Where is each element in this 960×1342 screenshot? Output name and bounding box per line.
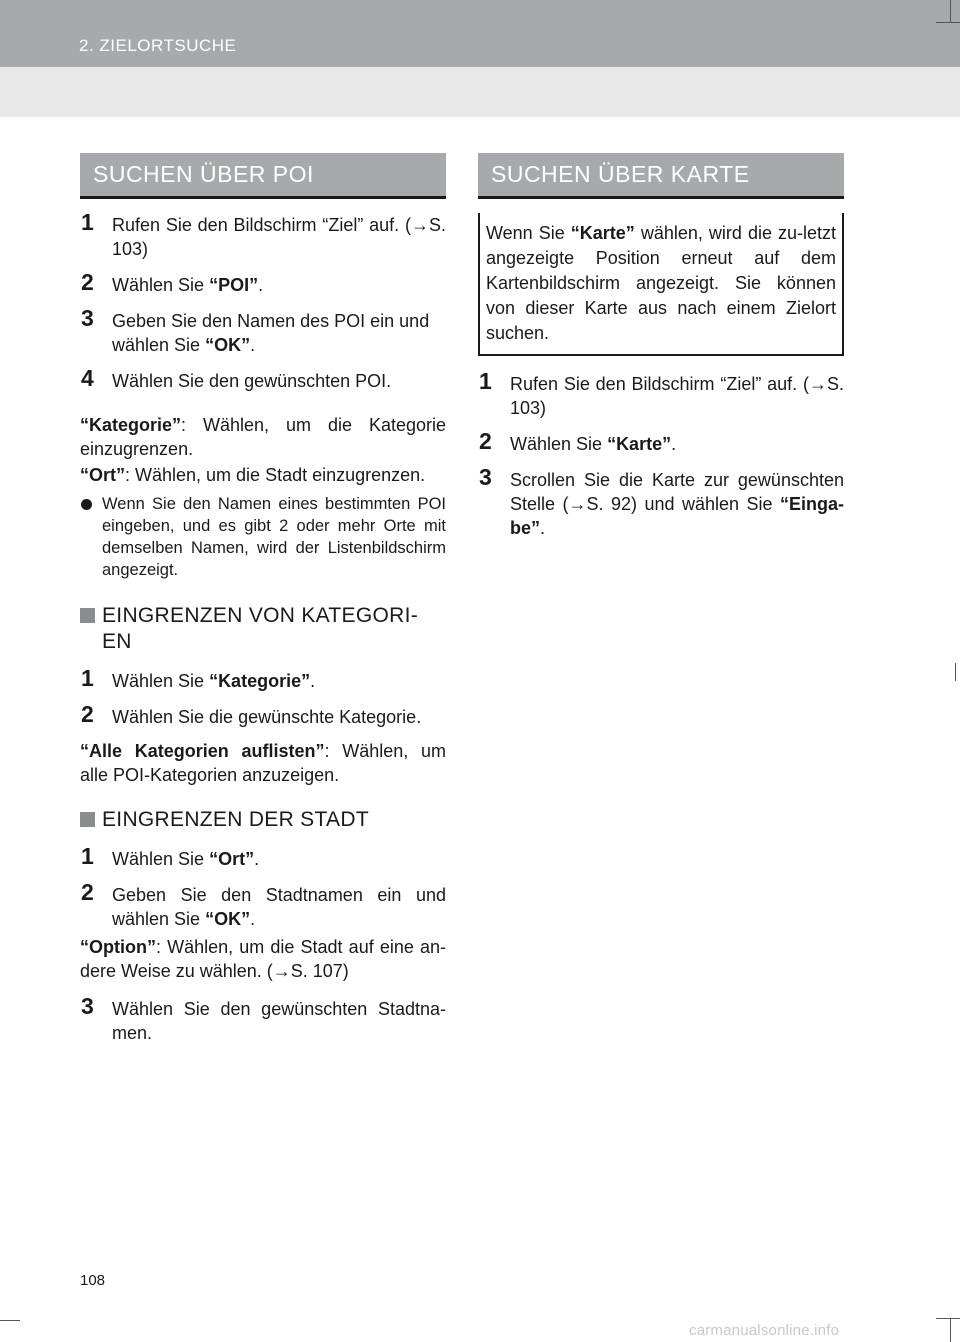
square-marker-icon: [80, 608, 95, 623]
subheading-stadt: EINGRENZEN DER STADT: [80, 807, 446, 833]
crop-mark: [950, 0, 951, 22]
right-column: [478, 153, 844, 540]
section-heading-karte: SUCHEN ÜBER KARTE: [478, 153, 844, 199]
crop-mark: [950, 1318, 951, 1342]
sub1-step-2: 2 Wählen Sie die gewünschte Kategorie.: [81, 701, 422, 727]
option-alle-kategorien: “Alle Kategorien auflisten”: Wählen, um alle POI-Kategorien anzuzeigen.: [80, 741, 446, 785]
step-4: 4 Wählen Sie den gewünschten POI.: [81, 365, 392, 391]
chapter-title: 2. ZIELORTSUCHE: [79, 36, 237, 55]
crop-mark: [0, 1320, 20, 1321]
step-1: 1 Rufen Sie den Bildschirm “Ziel” auf. (→S. 103): [81, 209, 446, 259]
header-subband: [0, 67, 960, 117]
crop-mark: [955, 663, 956, 681]
bullet-icon: [81, 499, 92, 510]
section-heading-poi: SUCHEN ÜBER POI: [80, 153, 446, 199]
note-bullet: Wenn Sie den Namen eines bestimmten POI eingeben, und es gibt 2 oder mehr Orte mit demselben Namen, wird der Listenbildschirm angezeigt.: [80, 493, 446, 581]
square-marker-icon: [80, 812, 95, 827]
sub2-step-1: 1 Wählen Sie “Ort”.: [81, 843, 260, 869]
header-band: [0, 0, 960, 67]
option-option: “Option”: Wählen, um die Stadt auf eine an-dere Weise zu wählen. (→S. 107): [80, 937, 446, 981]
subheading-kategorien: EINGRENZEN VON KATEGORI-EN: [80, 603, 446, 655]
sub2-step-3: 3 Wählen Sie den gewünschten Stadtna-men.: [81, 993, 446, 1043]
step-2: 2 Wählen Sie “POI”.: [81, 269, 264, 295]
right-step-2: 2 Wählen Sie “Karte”.: [479, 428, 677, 454]
right-step-3: 3 Scrollen Sie die Karte zur gewünschten Stelle (→S. 92) und wählen Sie “Einga-be”.: [479, 464, 844, 538]
info-box: Wenn Sie “Karte” wählen, wird die zu-letzt angezeigte Position erneut auf dem Kartenbildschirm angezeigt. Sie können von dieser Karte aus nach einem Zielort suchen.: [478, 213, 844, 356]
watermark: carmanualsonline.info: [689, 1322, 840, 1339]
option-ort: “Ort”: Wählen, um die Stadt einzugrenzen.: [80, 465, 426, 485]
crop-mark: [936, 22, 960, 23]
option-kategorie: “Kategorie”: Wählen, um die Kategorie einzugrenzen.: [80, 415, 446, 459]
sub1-step-1: 1 Wählen Sie “Kategorie”.: [81, 665, 316, 691]
left-column: [80, 153, 446, 1045]
step-3: 3 Geben Sie den Namen des POI ein und wählen Sie “OK”.: [81, 305, 430, 355]
crop-mark: [936, 1318, 960, 1319]
right-step-1: 1 Rufen Sie den Bildschirm “Ziel” auf. (→S. 103): [479, 368, 844, 418]
sub2-step-2: 2 Geben Sie den Stadtnamen ein und wählen Sie “OK”.: [81, 879, 446, 929]
page-number: 108: [80, 1272, 106, 1289]
